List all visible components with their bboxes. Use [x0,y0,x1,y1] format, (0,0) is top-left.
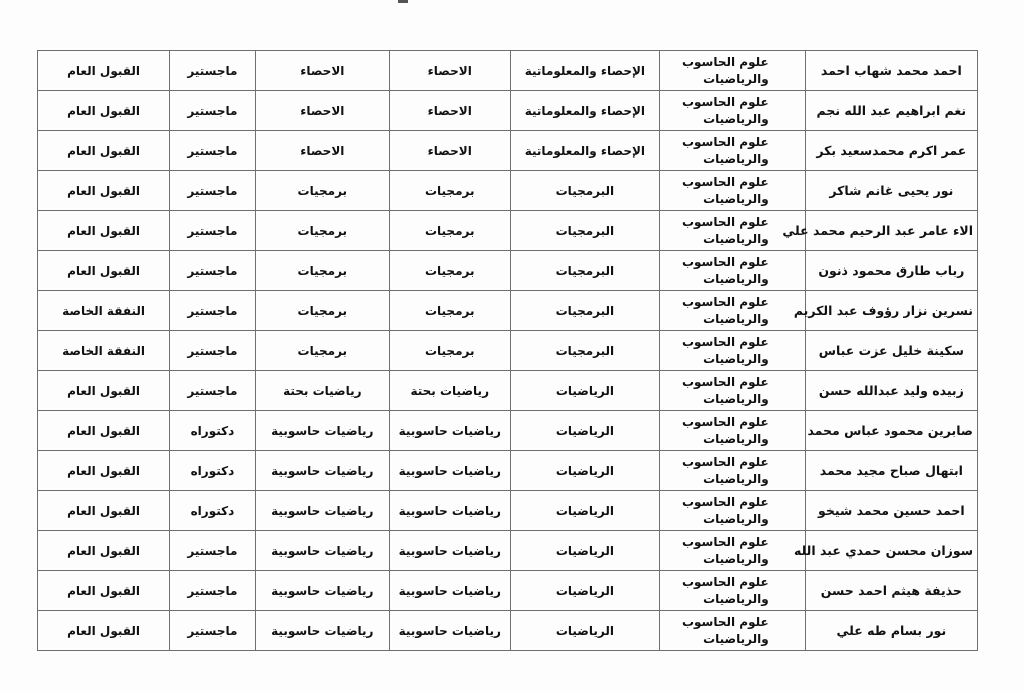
admission-channel-cell: القبول العام [38,131,170,171]
student-name-cell: عمر اكرم محمدسعيد بكر [805,131,977,171]
department-cell: الإحصاء والمعلوماتية [510,131,660,171]
branch-cell: الاحصاء [389,51,510,91]
student-name-cell: نسرين نزار رؤوف عبد الكريم [805,291,977,331]
table-row [38,531,978,571]
degree-cell: ماجستير [170,291,256,331]
student-name-cell: سكينة خليل عزت عباس [805,331,977,371]
table-row [38,131,978,171]
degree-cell: دكتوراه [170,451,256,491]
branch-cell: رياضيات حاسوبية [389,611,510,651]
student-name-cell: رباب طارق محمود ذنون [805,251,977,291]
table-row [38,491,978,531]
degree-cell: ماجستير [170,531,256,571]
specialization-cell: رياضيات حاسوبية [255,571,389,611]
degree-cell: ماجستير [170,251,256,291]
admission-channel-cell: القبول العام [38,91,170,131]
branch-cell: برمجيات [389,291,510,331]
student-name-cell: نور يحيى غانم شاكر [805,171,977,211]
department-cell: الرياضيات [510,451,660,491]
student-name-cell: احمد محمد شهاب احمد [805,51,977,91]
admissions-table [37,50,978,651]
admission-channel-cell: القبول العام [38,411,170,451]
admission-channel-cell: النفقة الخاصة [38,291,170,331]
student-name-cell: زبيده وليد عبدالله حسن [805,371,977,411]
college-cell: علوم الحاسوب والرياضيات [660,291,805,331]
admission-channel-cell: القبول العام [38,451,170,491]
college-cell: علوم الحاسوب والرياضيات [660,331,805,371]
department-cell: البرمجيات [510,331,660,371]
table-row [38,611,978,651]
degree-cell: ماجستير [170,571,256,611]
specialization-cell: برمجيات [255,291,389,331]
degree-cell: ماجستير [170,51,256,91]
specialization-cell: رياضيات حاسوبية [255,611,389,651]
branch-cell: رياضيات حاسوبية [389,451,510,491]
table-row [38,251,978,291]
admission-channel-cell: القبول العام [38,491,170,531]
admission-channel-cell: القبول العام [38,371,170,411]
degree-cell: ماجستير [170,331,256,371]
admission-channel-cell: القبول العام [38,611,170,651]
department-cell: الرياضيات [510,531,660,571]
admission-channel-cell: القبول العام [38,571,170,611]
degree-cell: ماجستير [170,611,256,651]
department-cell: البرمجيات [510,251,660,291]
table-row [38,371,978,411]
specialization-cell: رياضيات بحتة [255,371,389,411]
department-cell: الرياضيات [510,371,660,411]
student-name-cell: صابرين محمود عباس محمد [805,411,977,451]
college-cell: علوم الحاسوب والرياضيات [660,91,805,131]
college-cell: علوم الحاسوب والرياضيات [660,251,805,291]
admission-channel-cell: القبول العام [38,251,170,291]
student-name-cell: نغم ابراهيم عبد الله نجم [805,91,977,131]
college-cell: علوم الحاسوب والرياضيات [660,491,805,531]
department-cell: الرياضيات [510,571,660,611]
department-cell: الرياضيات [510,611,660,651]
degree-cell: ماجستير [170,211,256,251]
table-row [38,51,978,91]
college-cell: علوم الحاسوب والرياضيات [660,51,805,91]
table-row [38,331,978,371]
branch-cell: رياضيات حاسوبية [389,531,510,571]
branch-cell: رياضيات حاسوبية [389,491,510,531]
degree-cell: ماجستير [170,371,256,411]
college-cell: علوم الحاسوب والرياضيات [660,571,805,611]
student-name-cell: ابتهال صباح مجيد محمد [805,451,977,491]
branch-cell: برمجيات [389,171,510,211]
table-body [38,51,978,651]
college-cell: علوم الحاسوب والرياضيات [660,531,805,571]
admission-channel-cell: القبول العام [38,51,170,91]
degree-cell: ماجستير [170,171,256,211]
department-cell: البرمجيات [510,171,660,211]
table-row [38,171,978,211]
specialization-cell: برمجيات [255,331,389,371]
specialization-cell: برمجيات [255,171,389,211]
specialization-cell: رياضيات حاسوبية [255,451,389,491]
college-cell: علوم الحاسوب والرياضيات [660,451,805,491]
degree-cell: دكتوراه [170,491,256,531]
branch-cell: الاحصاء [389,131,510,171]
table-row [38,291,978,331]
specialization-cell: رياضيات حاسوبية [255,411,389,451]
branch-cell: الاحصاء [389,91,510,131]
branch-cell: برمجيات [389,251,510,291]
student-name-cell: نور بسام طه علي [805,611,977,651]
table-row [38,571,978,611]
branch-cell: رياضيات بحتة [389,371,510,411]
degree-cell: ماجستير [170,91,256,131]
degree-cell: دكتوراه [170,411,256,451]
admission-channel-cell: النفقة الخاصة [38,331,170,371]
branch-cell: رياضيات حاسوبية [389,411,510,451]
branch-cell: برمجيات [389,331,510,371]
student-name-cell: سوزان محسن حمدي عبد الله [805,531,977,571]
specialization-cell: الاحصاء [255,131,389,171]
student-name-cell: الاء عامر عبد الرحيم محمد علي [805,211,977,251]
college-cell: علوم الحاسوب والرياضيات [660,611,805,651]
admission-channel-cell: القبول العام [38,211,170,251]
table-row [38,91,978,131]
college-cell: علوم الحاسوب والرياضيات [660,371,805,411]
department-cell: الإحصاء والمعلوماتية [510,51,660,91]
department-cell: الرياضيات [510,411,660,451]
specialization-cell: الاحصاء [255,91,389,131]
scan-mark [398,0,408,3]
specialization-cell: رياضيات حاسوبية [255,531,389,571]
college-cell: علوم الحاسوب والرياضيات [660,211,805,251]
table-row [38,211,978,251]
student-name-cell: حذيفة هيثم احمد حسن [805,571,977,611]
admission-channel-cell: القبول العام [38,531,170,571]
specialization-cell: رياضيات حاسوبية [255,491,389,531]
branch-cell: رياضيات حاسوبية [389,571,510,611]
department-cell: البرمجيات [510,211,660,251]
branch-cell: برمجيات [389,211,510,251]
specialization-cell: برمجيات [255,211,389,251]
college-cell: علوم الحاسوب والرياضيات [660,131,805,171]
department-cell: الرياضيات [510,491,660,531]
college-cell: علوم الحاسوب والرياضيات [660,171,805,211]
department-cell: البرمجيات [510,291,660,331]
table-row [38,411,978,451]
college-cell: علوم الحاسوب والرياضيات [660,411,805,451]
department-cell: الإحصاء والمعلوماتية [510,91,660,131]
student-name-cell: احمد حسين محمد شيخو [805,491,977,531]
specialization-cell: برمجيات [255,251,389,291]
admission-channel-cell: القبول العام [38,171,170,211]
table-row [38,451,978,491]
degree-cell: ماجستير [170,131,256,171]
specialization-cell: الاحصاء [255,51,389,91]
